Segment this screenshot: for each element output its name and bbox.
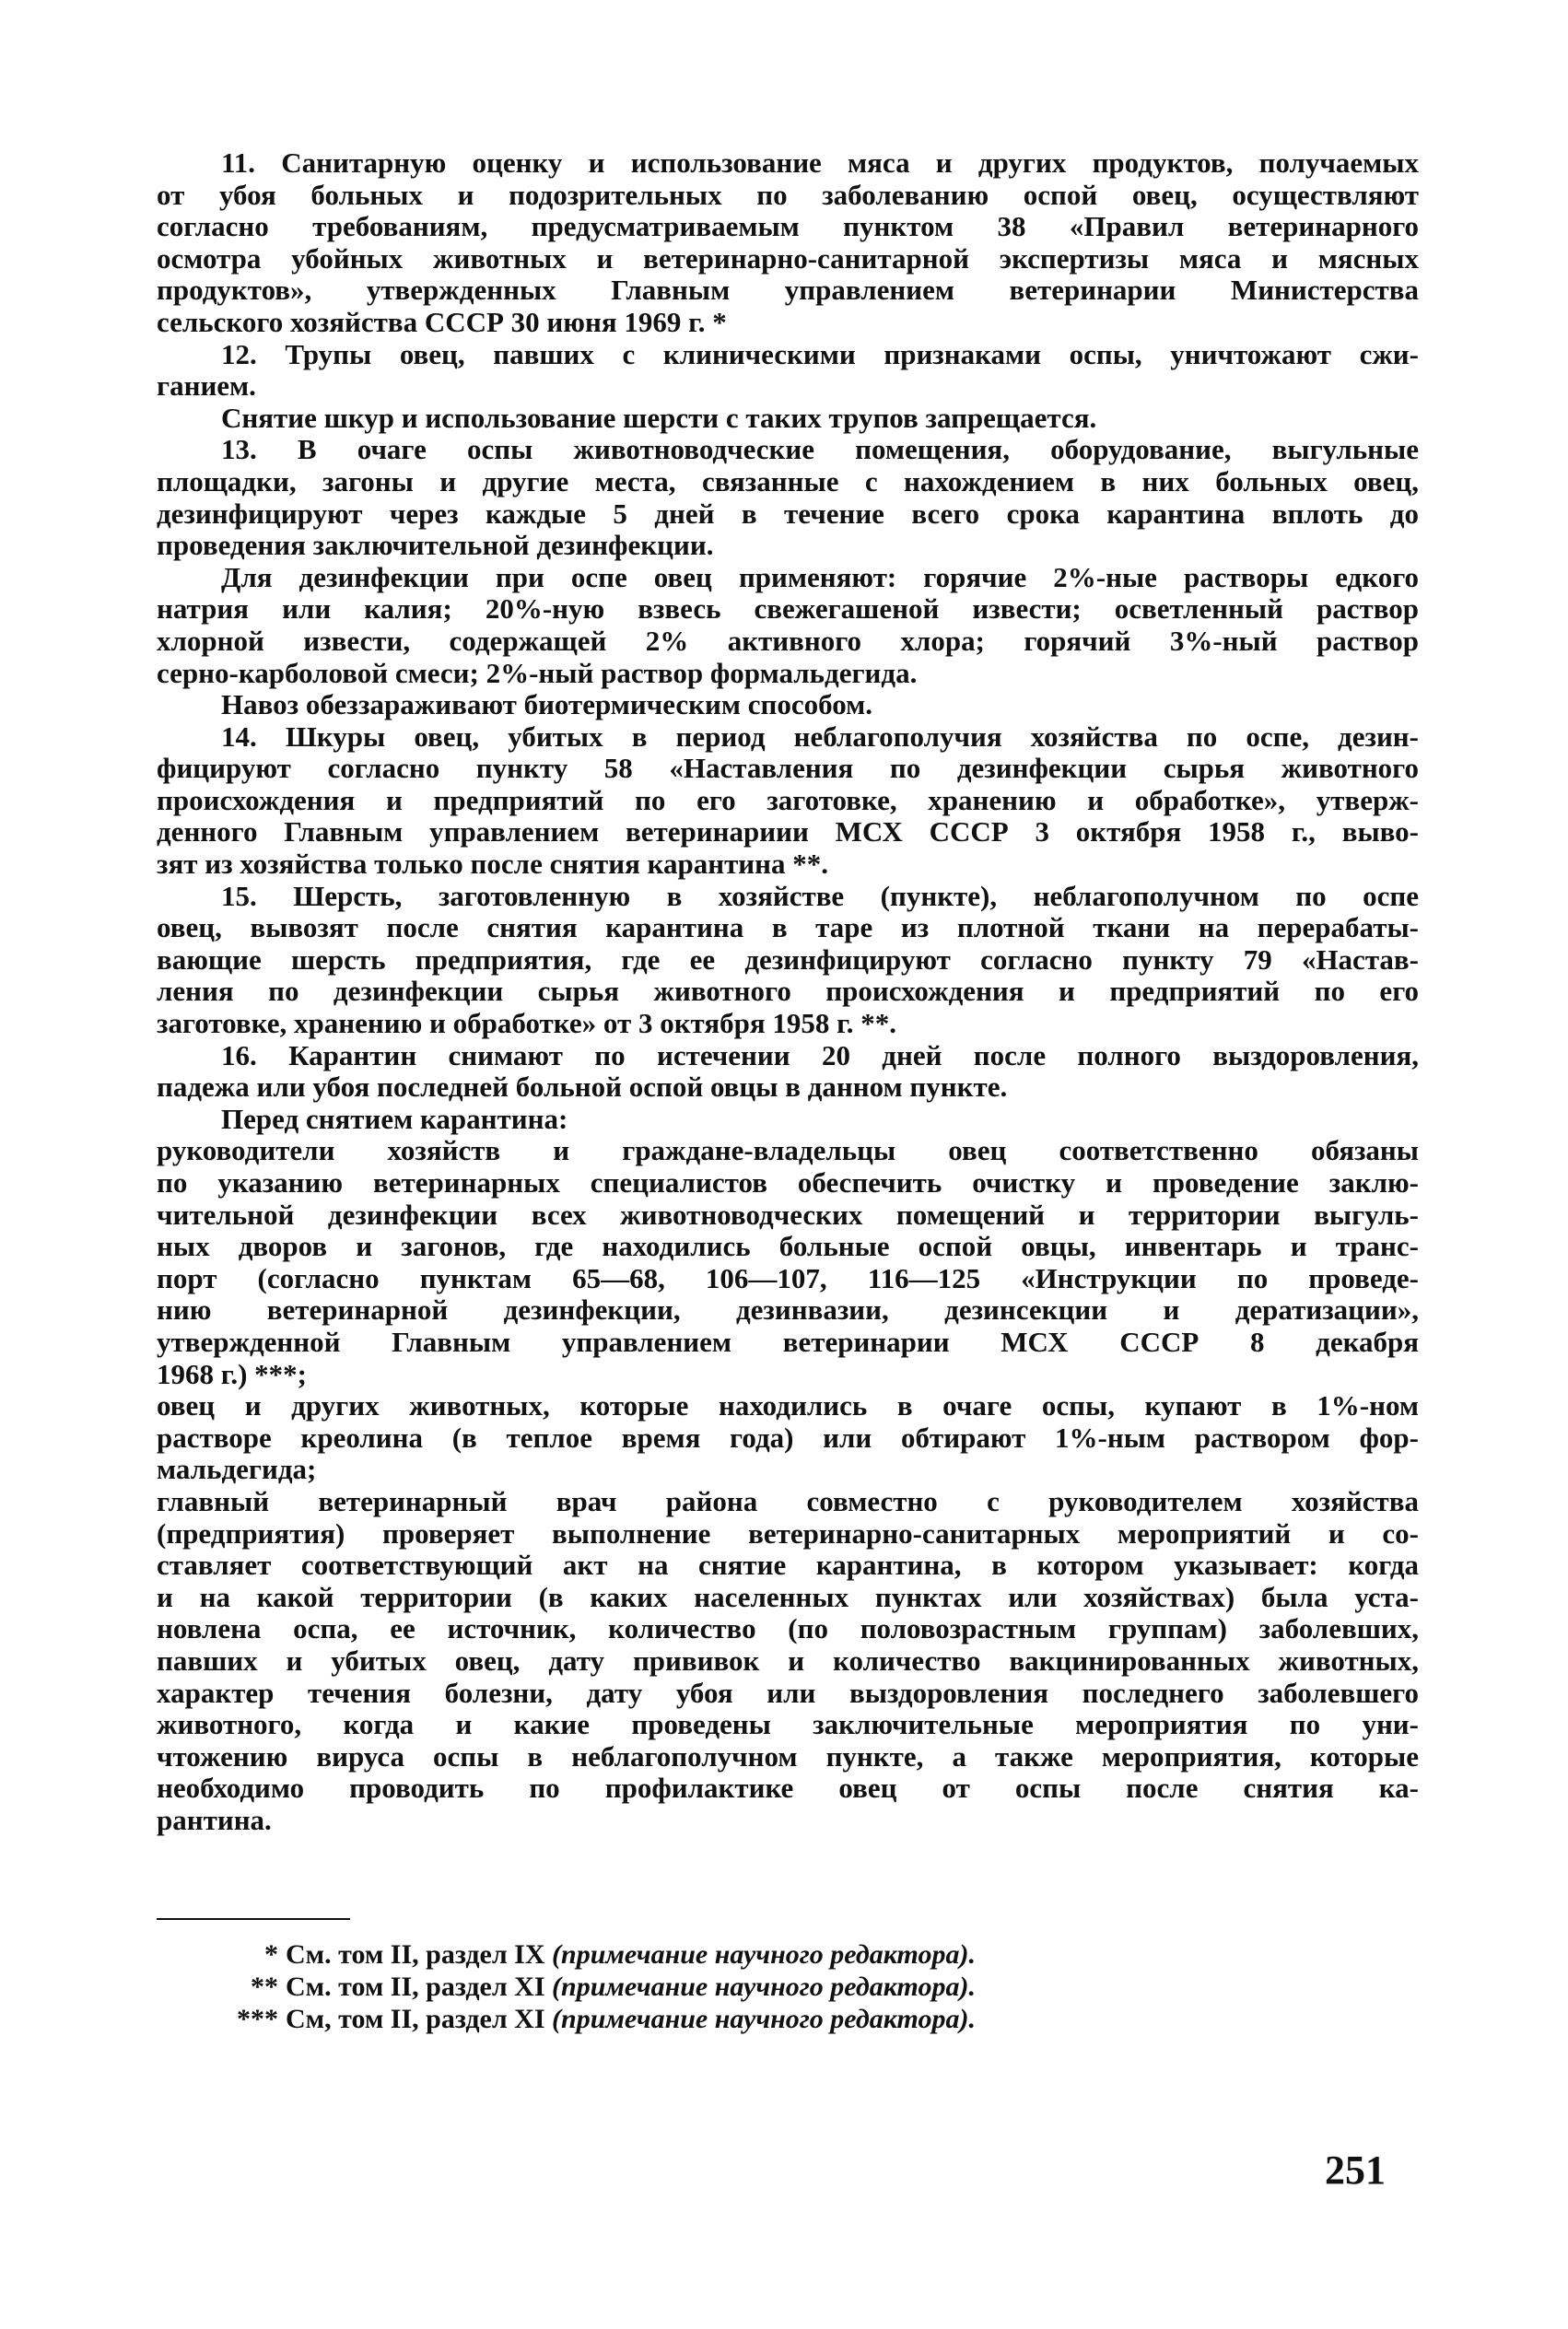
- text-line: происхождения и предприятий по его заготовке, хранению и обработке», утверж-: [157, 783, 1419, 816]
- text-line: животного, когда и какие проведены заключительные мероприятия по уни-: [157, 1708, 1419, 1741]
- text-line: руководители хозяйств и граждане-владельцы овец соответственно обязаны: [157, 1134, 1419, 1167]
- text-line: 16. Карантин снимают по истечении 20 дней после полного выздоровления,: [221, 1038, 1419, 1071]
- footnote: [157, 1938, 1170, 1971]
- page-number: 251: [1325, 2148, 1386, 2193]
- text-line: новлена оспа, ее источник, количество (по половозрастным группам) заболевших,: [157, 1612, 1419, 1645]
- text-line: утвержденной Главным управлением ветеринарии МСХ СССР 8 декабря: [157, 1325, 1419, 1358]
- text-line: ных дворов и загонов, где находились больные оспой овцы, инвентарь и транс-: [157, 1230, 1419, 1263]
- text-line: главный ветеринарный врач района совместно с руководителем хозяйства: [157, 1484, 1419, 1517]
- footnote-text: См, том II, раздел XI: [286, 2004, 545, 2034]
- text-line: порт (согласно пунктам 65—68, 106—107, 116—125 «Инструкции по проведе-: [157, 1261, 1419, 1294]
- text-line: падежа или убоя последней больной оспой овцы в данном пункте.: [157, 1071, 1008, 1104]
- text-line: характер течения болезни, дату убоя или выздоровления последнего заболевшего: [157, 1676, 1419, 1709]
- text-line: по указанию ветеринарных специалистов обеспечить очистку и проведение заклю-: [157, 1166, 1419, 1199]
- text-line: чительной дезинфекции всех животноводческих помещений и территории выгуль-: [157, 1198, 1419, 1231]
- text-line: 11. Санитарную оценку и использование мяса и других продуктов, получаемых: [221, 146, 1419, 179]
- footnote-note: (примечание научного редактора).: [552, 1939, 976, 1970]
- text-line: денного Главным управлением ветеринариии МСХ СССР 3 октября 1958 г., выво-: [157, 815, 1419, 849]
- footnote-note: (примечание научного редактора).: [552, 2004, 976, 2034]
- footnotes: [157, 1938, 1170, 2035]
- text-line: и на какой территории (в каких населенных пунктах или хозяйствах) была уста-: [157, 1580, 1419, 1613]
- text-line: хлорной извести, содержащей 2% активного хлора; горячий 3%-ный раствор: [157, 624, 1419, 657]
- footnote-divider: [157, 1918, 350, 1920]
- text-line: растворе креолина (в теплое время года) или обтирают 1%-ным раствором фор-: [157, 1421, 1419, 1454]
- text-line: продуктов», утвержденных Главным управлением ветеринарии Министерства: [157, 274, 1419, 307]
- text-line: 15. Шерсть, заготовленную в хозяйстве (пункте), неблагополучном по оспе: [221, 879, 1419, 912]
- text-line: мальдегида;: [157, 1453, 317, 1486]
- text-line: ставляет соответствующий акт на снятие карантина, в котором указывает: когда: [157, 1549, 1419, 1582]
- text-line: серно-карболовой смеси; 2%-ный раствор формальдегида.: [157, 656, 918, 689]
- text-line: заготовке, хранению и обработке» от 3 октября 1958 г. **.: [157, 1007, 896, 1040]
- footnote-mark: *: [264, 1939, 278, 1970]
- text-line: 12. Трупы овец, павших с клиническими признаками оспы, уничтожают сжи-: [221, 337, 1419, 370]
- text-line: Для дезинфекции при оспе овец применяют: горячие 2%-ные растворы едкого: [221, 560, 1419, 593]
- footnote: [157, 2003, 1170, 2035]
- text-line: необходимо проводить по профилактике овец от оспы после снятия ка-: [157, 1772, 1419, 1805]
- footnote-text: См. том II, раздел XI: [286, 1972, 545, 2002]
- footnote-text: См. том II, раздел IX: [286, 1939, 545, 1970]
- text-line: площадки, загоны и другие места, связанные с нахождением в них больных овец,: [157, 464, 1419, 497]
- footnote-mark: **: [251, 1972, 278, 2002]
- text-line: натрия или калия; 20%-ную взвесь свежегашеной извести; осветленный раствор: [157, 592, 1419, 626]
- footnote-note: (примечание научного редактора).: [552, 1972, 976, 2002]
- text-line: вающие шерсть предприятия, где ее дезинфицируют согласно пункту 79 «Настав-: [157, 942, 1419, 976]
- text-line: овец, вывозят после снятия карантина в таре из плотной ткани на перерабаты-: [157, 911, 1419, 944]
- text-line: 13. В очаге оспы животноводческие помещения, оборудование, выгульные: [221, 433, 1419, 466]
- footnote-mark: ***: [237, 2004, 278, 2034]
- text-line: зят из хозяйства только после снятия карантина **.: [157, 848, 829, 881]
- text-line: рантина.: [157, 1803, 272, 1836]
- text-line: 1968 г.) ***;: [157, 1357, 307, 1390]
- text-line: Навоз обеззараживают биотермическим способом.: [221, 688, 872, 721]
- text-line: ления по дезинфекции сырья животного происхождения и предприятий по его: [157, 975, 1419, 1008]
- text-line: (предприятия) проверяет выполнение ветеринарно-санитарных мероприятий и со-: [157, 1516, 1419, 1550]
- text-line: согласно требованиям, предусматриваемым пунктом 38 «Правил ветеринарного: [157, 210, 1419, 243]
- footnote: [157, 1971, 1170, 2003]
- text-line: проведения заключительной дезинфекции.: [157, 529, 714, 562]
- text-line: овец и других животных, которые находились в очаге оспы, купают в 1%-ном: [157, 1389, 1419, 1422]
- text-line: ганием.: [157, 369, 256, 403]
- text-line: сельского хозяйства СССР 30 июня 1969 г. *: [157, 305, 727, 338]
- text-line: 14. Шкуры овец, убитых в период неблагополучия хозяйства по оспе, дезин-: [221, 720, 1419, 753]
- text-line: нию ветеринарной дезинфекции, дезинвазии, дезинсекции и дератизации»,: [157, 1293, 1419, 1327]
- text-line: павших и убитых овец, дату прививок и количество вакцинированных животных,: [157, 1644, 1419, 1677]
- text-line: фицируют согласно пункту 58 «Наставления по дезинфекции сырья животного: [157, 752, 1419, 785]
- text-line: осмотра убойных животных и ветеринарно-санитарной экспертизы мяса и мясных: [157, 241, 1419, 275]
- text-line: от убоя больных и подозрительных по заболеванию оспой овец, осуществляют: [157, 178, 1419, 211]
- body-text: [157, 147, 1419, 1836]
- text-line: дезинфицируют через каждые 5 дней в течение всего срока карантина вплоть до: [157, 497, 1419, 530]
- text-line: Перед снятием карантина:: [221, 1102, 568, 1135]
- text-line: Снятие шкур и использование шерсти с таких трупов запрещается.: [221, 401, 1097, 434]
- text-line: чтожению вируса оспы в неблагополучном пункте, а также мероприятия, которые: [157, 1739, 1419, 1773]
